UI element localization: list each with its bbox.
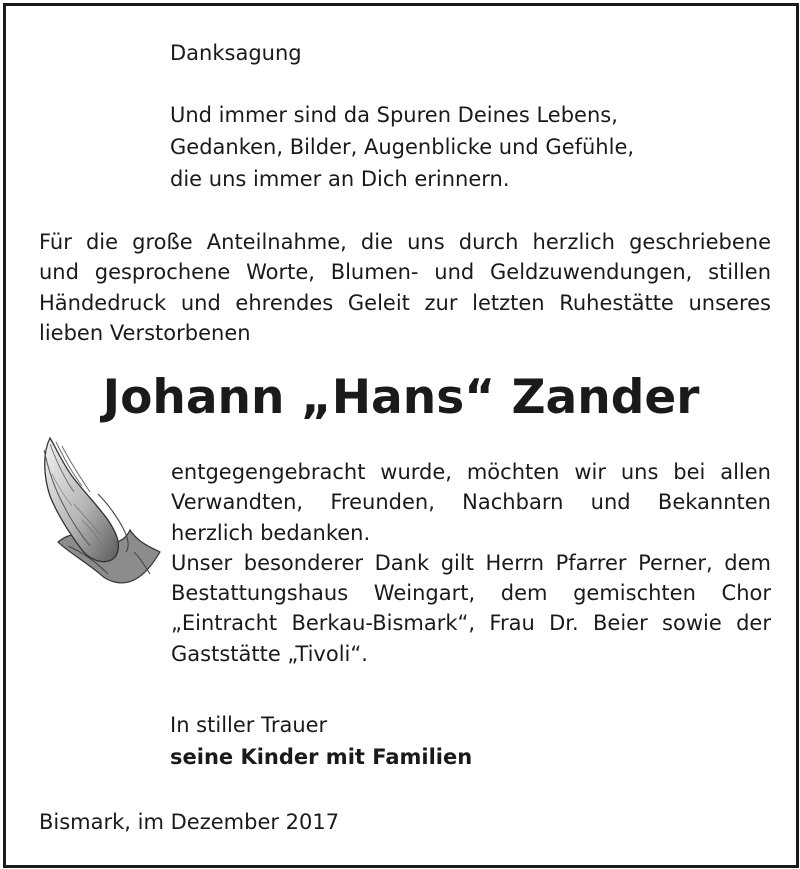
family-signature: seine Kinder mit Familien xyxy=(170,745,473,769)
thanks-paragraph xyxy=(171,457,771,669)
thanks-line: Unser besonderer Dank gilt Herrn Pfarrer Perner, dem xyxy=(171,550,771,575)
thanks-line: „Eintracht Berkau-Bismark“, Frau Dr. Beier sowie der xyxy=(171,611,771,636)
intro-paragraph xyxy=(39,227,771,348)
deceased-name: Johann „Hans“ Zander xyxy=(102,370,700,425)
thanks-line: herzlich bedanken. xyxy=(171,520,371,545)
intro-line: Für die große Anteilnahme, die uns durch herzlich geschriebene xyxy=(39,230,771,254)
intro-line: Händedruck und ehrendes Geleit zur letzten Ruhestätte unseres xyxy=(39,290,771,315)
poem-line: Gedanken, Bilder, Augenblicke und Gefühle, xyxy=(170,135,635,159)
obituary-notice xyxy=(3,3,799,868)
intro-line: und gesprochene Worte, Blumen- und Geldzuwendungen, stillen xyxy=(39,260,771,285)
poem-line: die uns immer an Dich erinnern. xyxy=(170,167,510,191)
thanks-line: Bestattungshaus Weingart, dem gemischten Chor xyxy=(171,581,771,606)
notice-heading: Danksagung xyxy=(170,41,302,65)
thanks-line: Verwandten, Freunden, Nachbarn und Bekannten xyxy=(171,490,771,515)
thanks-line: entgegengebracht wurde, möchten wir uns bei allen xyxy=(171,460,771,484)
mourning-line: In stiller Trauer xyxy=(170,713,328,737)
thanks-line: Gaststätte „Tivoli“. xyxy=(171,641,368,666)
place-date: Bismark, im Dezember 2017 xyxy=(39,810,340,834)
poem-line: Und immer sind da Spuren Deines Lebens, xyxy=(170,103,618,127)
praying-hands-icon xyxy=(38,434,162,590)
intro-line: lieben Verstorbenen xyxy=(39,320,251,345)
